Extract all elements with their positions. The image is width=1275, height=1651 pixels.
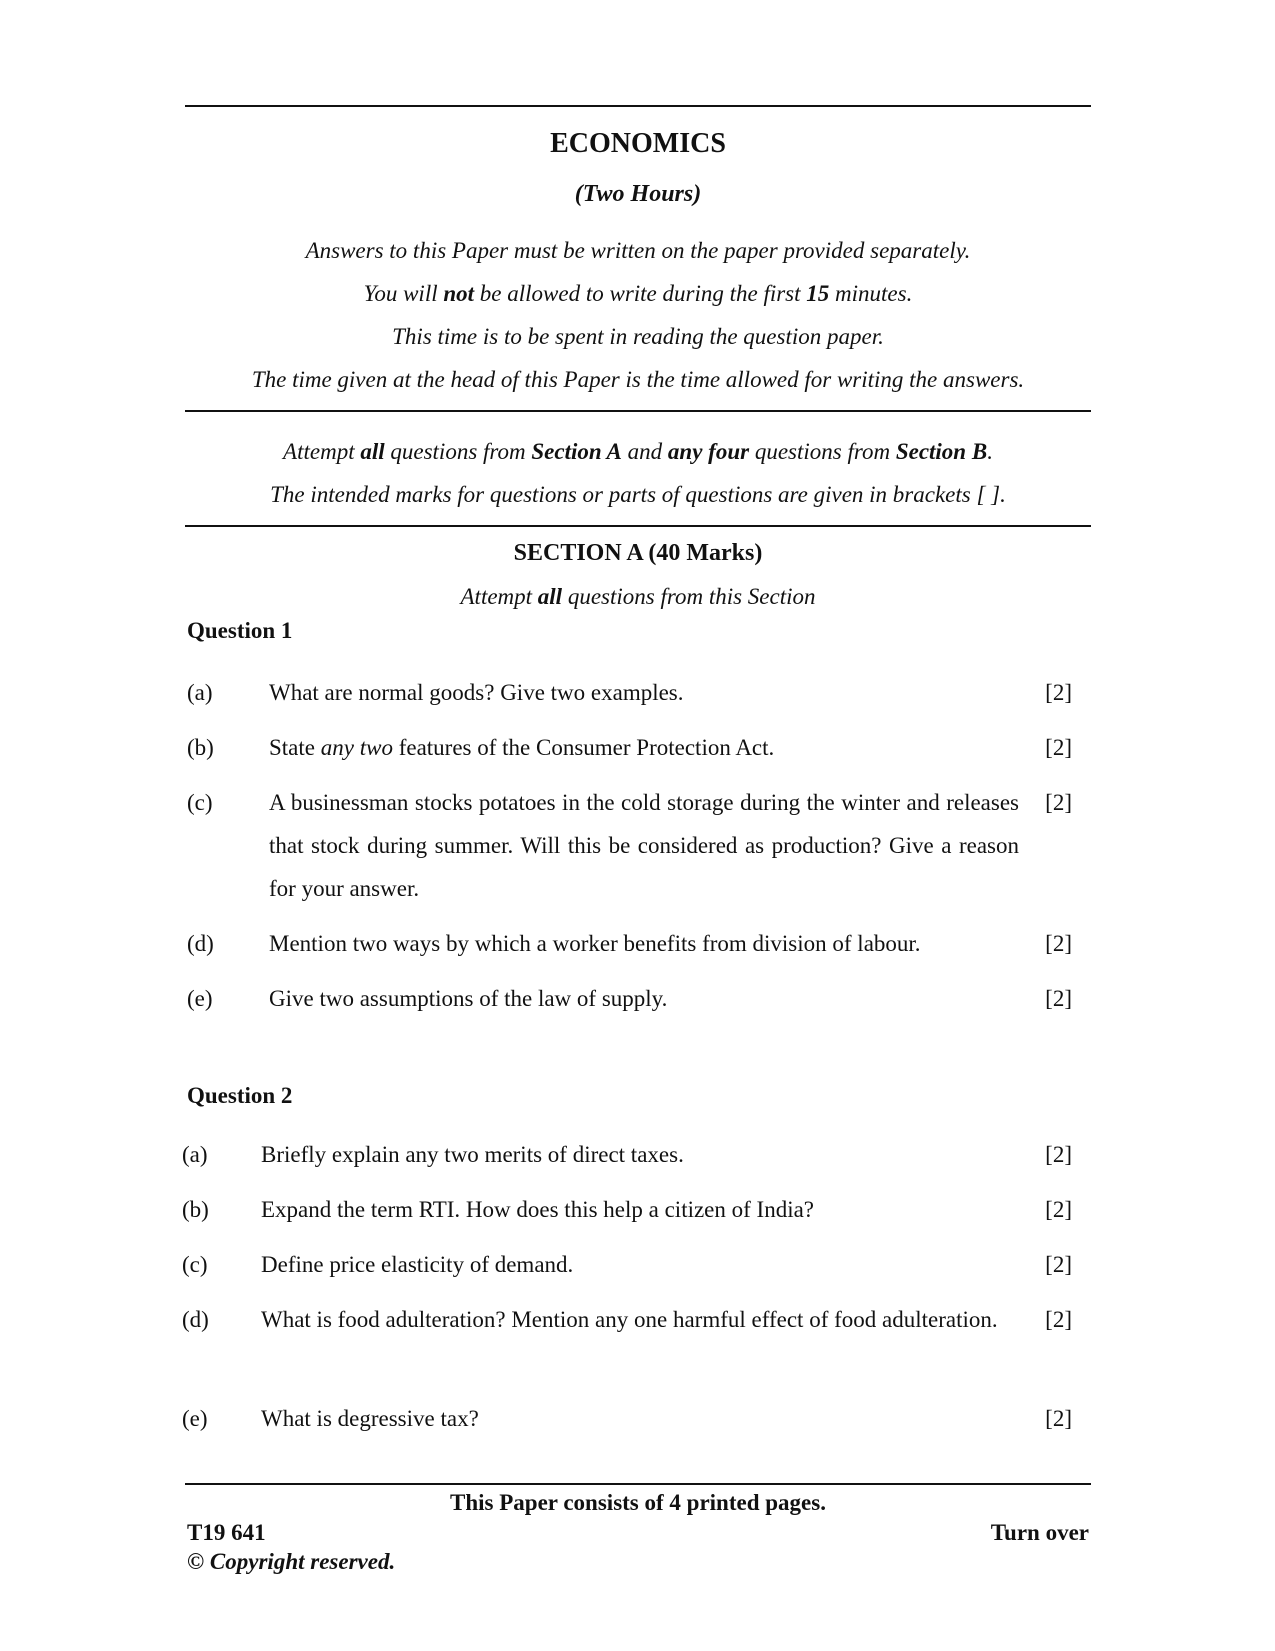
- item-text: Expand the term RTI. How does this help a citizen of India?: [261, 1197, 815, 1222]
- paper-title: ECONOMICS: [550, 128, 726, 159]
- section-a-subtitle: Attempt all questions from this Section: [460, 584, 816, 609]
- item-label: (b): [187, 735, 214, 760]
- section-rule: [185, 525, 1091, 527]
- item-label: (d): [187, 931, 214, 956]
- item-text: What are normal goods? Give two examples.: [269, 680, 684, 705]
- turn-over-label: Turn over: [990, 1520, 1089, 1545]
- paper-duration: (Two Hours): [574, 181, 702, 207]
- item-text: A businessman stocks potatoes in the cold storage during the winter and releases that stock during summer. Will this be considered as production? Give a reason for your answer.: [269, 790, 1019, 901]
- item-marks: [2]: [1045, 680, 1072, 705]
- footer-rule: [185, 1483, 1091, 1485]
- item-label: (b): [182, 1197, 209, 1222]
- item-text: Briefly explain any two merits of direct taxes.: [261, 1142, 684, 1167]
- item-label: (d): [182, 1307, 209, 1332]
- item-text: What is degressive tax?: [261, 1406, 479, 1431]
- marks-instruction: The intended marks for questions or parts of questions are given in brackets [ ].: [270, 482, 1006, 507]
- attempt-instruction: Attempt all questions from Section A and any four questions from Section B.: [283, 439, 993, 464]
- question-1-heading: Question 1: [187, 618, 293, 643]
- item-marks: [2]: [1045, 931, 1072, 956]
- question-2-heading: Question 2: [187, 1083, 293, 1108]
- pages-note: This Paper consists of 4 printed pages.: [450, 1490, 826, 1515]
- item-label: (c): [182, 1252, 208, 1277]
- item-label: (e): [187, 986, 213, 1011]
- item-label: (e): [182, 1406, 208, 1431]
- top-rule: [185, 105, 1091, 107]
- item-marks: [2]: [1045, 1142, 1072, 1167]
- item-text: State any two features of the Consumer Protection Act.: [269, 735, 775, 760]
- instruction-line-3: This time is to be spent in reading the question paper.: [392, 324, 884, 349]
- item-text: Give two assumptions of the law of supply.: [269, 986, 668, 1011]
- item-label: (a): [182, 1142, 208, 1167]
- item-text: Define price elasticity of demand.: [261, 1252, 574, 1277]
- item-marks: [2]: [1045, 735, 1072, 760]
- item-marks: [2]: [1045, 986, 1072, 1011]
- section-a-title: SECTION A (40 Marks): [513, 540, 763, 566]
- instruction-line-4: The time given at the head of this Paper is the time allowed for writing the answers.: [251, 367, 1025, 392]
- instruction-line-2: You will not be allowed to write during the first 15 minutes.: [363, 281, 913, 306]
- item-text: What is food adulteration? Mention any one harmful effect of food adulteration.: [261, 1307, 998, 1332]
- copyright-notice: © Copyright reserved.: [187, 1549, 396, 1574]
- paper-code: T19 641: [187, 1520, 266, 1545]
- item-label: (a): [187, 680, 213, 705]
- item-marks: [2]: [1045, 1406, 1072, 1431]
- item-marks: [2]: [1045, 790, 1072, 815]
- item-marks: [2]: [1045, 1252, 1072, 1277]
- instruction-line-1: Answers to this Paper must be written on the paper provided separately.: [305, 238, 971, 263]
- item-text: Mention two ways by which a worker benefits from division of labour.: [269, 931, 921, 956]
- item-label: (c): [187, 790, 213, 815]
- item-marks: [2]: [1045, 1197, 1072, 1222]
- instructions-rule: [185, 410, 1091, 412]
- item-marks: [2]: [1045, 1307, 1072, 1332]
